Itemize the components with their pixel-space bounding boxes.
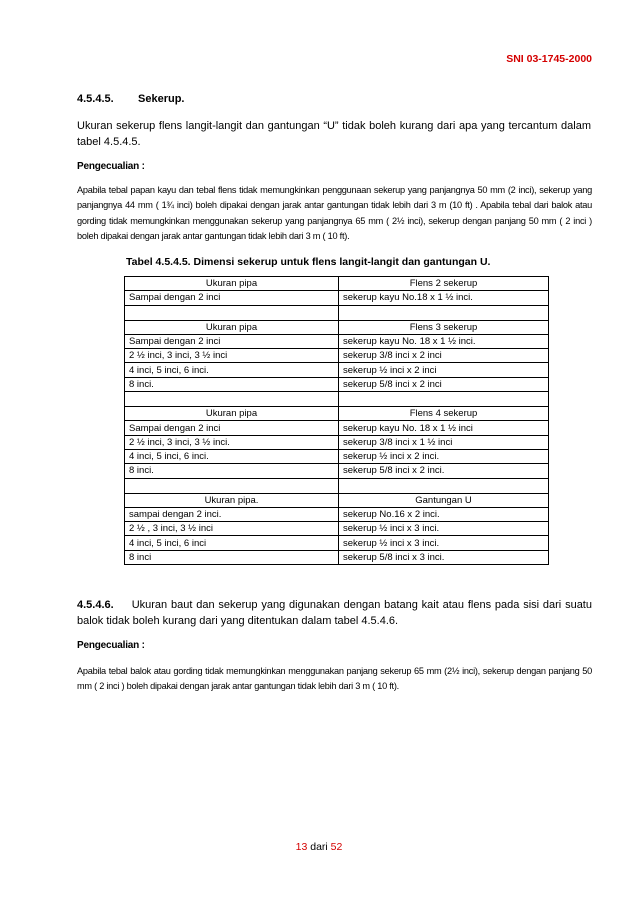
exception-label: Pengecualian : [77, 161, 145, 172]
screw-spec-cell: sekerup ½ inci x 2 inci. [339, 449, 549, 463]
table-header-cell: Ukuran pipa. [125, 493, 339, 507]
table-row [125, 291, 549, 305]
pipe-size-cell: 2 ½ inci, 3 inci, 3 ½ inci [125, 349, 339, 363]
pipe-size-cell: Sampai dengan 2 inci [125, 291, 339, 305]
screw-spec-cell: sekerup kayu No. 18 x 1 ½ inci [339, 421, 549, 435]
table-spacer-cell [125, 478, 339, 493]
table-header-row [125, 320, 549, 334]
pipe-size-cell: Sampai dengan 2 inci [125, 421, 339, 435]
table-row [125, 464, 549, 478]
table-spacer-cell [125, 305, 339, 320]
pipe-size-cell: 8 inci [125, 550, 339, 564]
table-spacer-row [125, 478, 549, 493]
screw-spec-cell: sekerup 5/8 inci x 2 inci. [339, 464, 549, 478]
pipe-size-cell: 2 ½ , 3 inci, 3 ½ inci [125, 522, 339, 536]
page-total: 52 [330, 841, 343, 853]
table-row [125, 550, 549, 564]
table-spacer-row [125, 392, 549, 407]
screw-spec-cell: sekerup ½ inci x 2 inci [339, 363, 549, 377]
section-2-number: 4.5.4.6. [77, 599, 114, 611]
table-header-cell: Ukuran pipa [125, 407, 339, 421]
screw-spec-cell: sekerup 5/8 inci x 2 inci [339, 377, 549, 391]
table-title: Tabel 4.5.4.5. Dimensi sekerup untuk flens langit-langit dan gantungan U. [126, 256, 491, 268]
table-header-cell: Flens 3 sekerup [339, 320, 549, 334]
table-row [125, 349, 549, 363]
section-2-body: Ukuran baut dan sekerup yang digunakan dengan batang kait atau flens pada sisi dari suatu balok tidak boleh kurang dari yang ditentukan dalam tabel 4.5.4.6. [77, 599, 592, 627]
table-header-cell: Ukuran pipa [125, 320, 339, 334]
table-row [125, 522, 549, 536]
pipe-size-cell: 8 inci. [125, 464, 339, 478]
section-2-paragraph [77, 597, 592, 629]
table-spacer-cell [125, 392, 339, 407]
table-row [125, 449, 549, 463]
table-row [125, 507, 549, 521]
section-body: Ukuran sekerup flens langit-langit dan gantungan “U” tidak boleh kurang dari apa yang tercantum dalam tabel 4.5.4.5. [77, 120, 591, 148]
pipe-size-cell: Sampai dengan 2 inci [125, 334, 339, 348]
table-row [125, 435, 549, 449]
table-spacer-cell [339, 305, 549, 320]
table-row [125, 363, 549, 377]
pipe-size-cell: 2 ½ inci, 3 inci, 3 ½ inci. [125, 435, 339, 449]
table-header-row [125, 407, 549, 421]
page-number: 13 [295, 841, 308, 853]
table-header-cell: Ukuran pipa [125, 277, 339, 291]
table-row [125, 377, 549, 391]
pipe-size-cell: sampai dengan 2 inci. [125, 507, 339, 521]
section-heading [77, 93, 185, 105]
pipe-size-cell: 4 inci, 5 inci, 6 inci. [125, 363, 339, 377]
screw-spec-cell: sekerup kayu No.18 x 1 ½ inci. [339, 291, 549, 305]
screw-spec-cell: sekerup 3/8 inci x 1 ½ inci [339, 435, 549, 449]
section-title: Sekerup. [138, 93, 185, 105]
exception-text: Apabila tebal papan kayu dan tebal flens tidak memungkinkan penggunaan sekerup yang panjangnya 50 mm (2 inci), sekerup yang panjangnya 44 mm ( 1¾ inci) boleh dipakai dengan jarak antar gantungan tidak lebih dari 3 m (10 ft) . Apabila tebal dari balok atau gording tidak memungkinkan menggunakan sekerup yang panjangnya 65 mm ( 2½ inci), sekerup dengan panjang 50 mm ( 2 inci ) boleh dipakai dengan jarak antar gantungan tidak lebih dari 3 m ( 10 ft). [77, 185, 592, 241]
table-row [125, 334, 549, 348]
table-spacer-cell [339, 392, 549, 407]
pipe-size-cell: 4 inci, 5 inci, 6 inci [125, 536, 339, 550]
table-header-cell: Flens 2 sekerup [339, 277, 549, 291]
screw-spec-cell: sekerup No.16 x 2 inci. [339, 507, 549, 521]
table-header-cell: Gantungan U [339, 493, 549, 507]
page-separator: dari [310, 841, 328, 853]
page-footer [0, 841, 638, 853]
section-number: 4.5.4.5. [77, 93, 114, 105]
screw-spec-cell: sekerup ½ inci x 3 inci. [339, 536, 549, 550]
table-spacer-row [125, 305, 549, 320]
screw-spec-cell: sekerup kayu No. 18 x 1 ½ inci. [339, 334, 549, 348]
table-header-cell: Flens 4 sekerup [339, 407, 549, 421]
table-spacer-cell [339, 478, 549, 493]
screw-spec-cell: sekerup 3/8 inci x 2 inci [339, 349, 549, 363]
table-row [125, 536, 549, 550]
pipe-size-cell: 8 inci. [125, 377, 339, 391]
table-header-row [125, 493, 549, 507]
document-code: SNI 03-1745-2000 [506, 53, 592, 65]
screw-dimension-table [124, 276, 549, 565]
screw-spec-cell: sekerup 5/8 inci x 3 inci. [339, 550, 549, 564]
table-row [125, 421, 549, 435]
table-header-row [125, 277, 549, 291]
pipe-size-cell: 4 inci, 5 inci, 6 inci. [125, 449, 339, 463]
exception-2-text: Apabila tebal balok atau gording tidak memungkinkan menggunakan panjang sekerup 65 mm (2½ inci), sekerup dengan panjang 50 mm ( 2 inci ) boleh dipakai dengan jarak antar gantungan tidak lebih dari 3 m ( 10 ft). [77, 666, 592, 692]
exception-2-label: Pengecualian : [77, 640, 145, 651]
screw-spec-cell: sekerup ½ inci x 3 inci. [339, 522, 549, 536]
